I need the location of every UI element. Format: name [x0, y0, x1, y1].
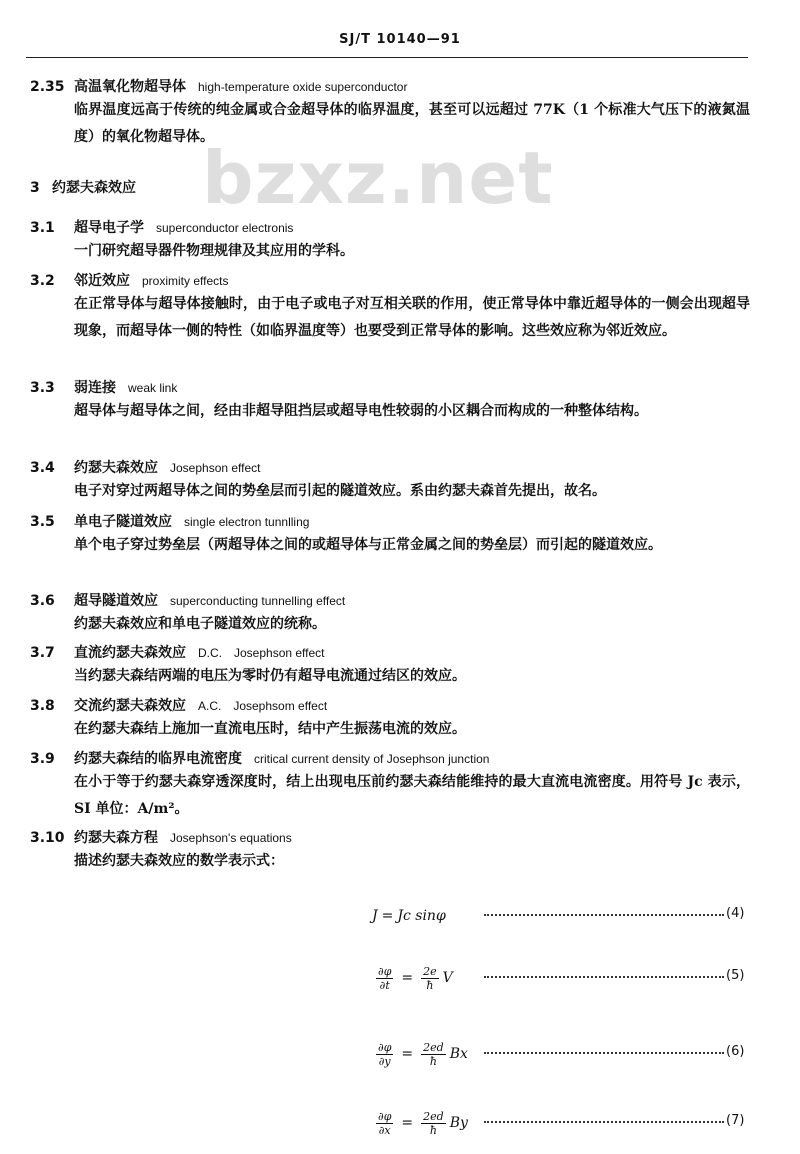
term-zh: 邻近效应: [74, 273, 130, 289]
term-en: Josephson's equations: [170, 831, 292, 845]
term-zh: 交流约瑟夫森效应: [74, 698, 186, 714]
numerator: 2ed: [423, 1040, 444, 1054]
term-en: single electron tunnlling: [184, 515, 310, 529]
term-definition: 在小于等于约瑟夫森穿透深度时，结上出现电压前约瑟夫森结能维持的最大直流电流密度。用符号 Jc 表示，SI 单位：A/m²。: [74, 774, 750, 817]
term-number: 3.5: [30, 514, 55, 530]
equation-number: (7): [726, 1113, 745, 1128]
partial-fraction: [376, 1110, 393, 1137]
leader-dots: [484, 1121, 724, 1123]
partial-fraction: [376, 965, 393, 992]
denominator: ∂x: [378, 1123, 391, 1137]
term-definition: 单个电子穿过势垒层（两超导体之间的或超导体与正常金属之间的势垒层）而引起的隧道效应。: [74, 537, 662, 553]
standard-code-header: SJ/T 10140—91: [339, 32, 461, 47]
term-number: 3.2: [30, 273, 55, 289]
coefficient-fraction: [421, 1110, 446, 1137]
partial-fraction: [376, 1041, 393, 1068]
term-definition: 当约瑟夫森结两端的电压为零时仍有超导电流通过结区的效应。: [74, 668, 466, 684]
numerator: ∂φ: [378, 964, 392, 978]
term-en: D.C. Josephson effect: [198, 646, 325, 660]
term-3-1: [30, 218, 760, 265]
term-definition: 临界温度远高于传统的纯金属或合金超导体的临界温度，甚至可以远超过 77K（1 个标准大气压下的液氮温度）的氧化物超导体。: [74, 102, 750, 145]
equation-number: (5): [726, 968, 745, 983]
term-en: high-temperature oxide superconductor: [198, 80, 408, 94]
term-3-6: [30, 591, 760, 638]
equation-variable: V: [442, 970, 453, 986]
section-heading: [30, 177, 136, 197]
denominator: ħ: [429, 1123, 437, 1137]
equals-sign: =: [381, 908, 394, 924]
term-3-2: [30, 271, 760, 345]
term-en: A.C. Josephsom effect: [198, 699, 328, 713]
numerator: 2ed: [423, 1109, 444, 1123]
equals-sign: =: [401, 1115, 414, 1131]
term-zh: 约瑟夫森结的临界电流密度: [74, 751, 242, 767]
term-number: 3.1: [30, 220, 55, 236]
term-definition: 在约瑟夫森结上施加一直流电压时，结中产生振荡电流的效应。: [74, 721, 466, 737]
term-number: 3.8: [30, 698, 55, 714]
equation-4: [372, 896, 752, 936]
equals-sign: =: [401, 1046, 414, 1062]
term-number: 3.9: [30, 751, 55, 767]
equation-6: [372, 1034, 752, 1074]
section-title: 约瑟夫森效应: [52, 180, 136, 196]
term-en: superconducting tunnelling effect: [170, 594, 346, 608]
leader-dots: [484, 976, 724, 978]
term-number: 3.6: [30, 593, 55, 609]
term-number: 2.35: [30, 79, 65, 95]
equation-5: [372, 958, 752, 998]
term-zh: 约瑟夫森效应: [74, 460, 158, 476]
term-3-9: [30, 749, 760, 823]
numerator: 2e: [423, 964, 437, 978]
term-number: 3.4: [30, 460, 55, 476]
leader-dots: [484, 914, 724, 916]
equation-variable: Bx: [449, 1046, 468, 1062]
watermark: bzxz.net: [202, 136, 554, 220]
equation-rhs: Jc sinφ: [397, 908, 446, 924]
denominator: ∂t: [379, 978, 390, 992]
term-3-7: [30, 643, 760, 690]
term-3-3: [30, 378, 760, 425]
section-number: 3: [30, 180, 40, 196]
equation-number: (4): [726, 906, 745, 921]
term-en: proximity effects: [142, 274, 229, 288]
term-zh: 弱连接: [74, 380, 116, 396]
denominator: ∂y: [378, 1054, 391, 1068]
equation-variable: By: [449, 1115, 468, 1131]
term-en: Josephson effect: [170, 461, 261, 475]
term-zh: 约瑟夫森方程: [74, 830, 158, 846]
term-en: critical current density of Josephson junction: [254, 752, 490, 766]
term-definition: 描述约瑟夫森效应的数学表示式：: [74, 853, 284, 869]
term-2-35: [30, 77, 760, 151]
term-definition: 超导体与超导体之间，经由非超导阻挡层或超导电性较弱的小区耦合而构成的一种整体结构。: [74, 403, 648, 419]
coefficient-fraction: [421, 1041, 446, 1068]
term-number: 3.3: [30, 380, 55, 396]
equals-sign: =: [401, 970, 414, 986]
leader-dots: [484, 1052, 724, 1054]
term-3-10: [30, 828, 760, 875]
equation-lhs: J: [372, 908, 378, 924]
denominator: ħ: [426, 978, 434, 992]
denominator: ħ: [429, 1054, 437, 1068]
coefficient-fraction: [421, 965, 439, 992]
term-definition: 在正常导体与超导体接触时，由于电子或电子对互相关联的作用，使正常导体中靠近超导体的一侧会出现超导现象，而超导体一侧的特性（如临界温度等）也要受到正常导体的影响。这些效应称为邻近效应。: [74, 296, 750, 339]
term-definition: 约瑟夫森效应和单电子隧道效应的统称。: [74, 616, 326, 632]
term-en: superconductor electronis: [156, 221, 294, 235]
term-zh: 高温氧化物超导体: [74, 79, 186, 95]
term-3-4: [30, 458, 760, 505]
term-zh: 超导隧道效应: [74, 593, 158, 609]
term-zh: 单电子隧道效应: [74, 514, 172, 530]
term-definition: 电子对穿过两超导体之间的势垒层而引起的隧道效应。系由约瑟夫森首先提出，故名。: [74, 483, 606, 499]
term-3-5: [30, 512, 760, 559]
equation-7: [372, 1103, 752, 1143]
term-3-8: [30, 696, 760, 743]
header-rule: [26, 57, 748, 58]
term-definition: 一门研究超导器件物理规律及其应用的学科。: [74, 243, 354, 259]
term-en: weak link: [128, 381, 178, 395]
term-number: 3.10: [30, 830, 65, 846]
equation-number: (6): [726, 1044, 745, 1059]
numerator: ∂φ: [378, 1109, 392, 1123]
term-zh: 直流约瑟夫森效应: [74, 645, 186, 661]
term-zh: 超导电子学: [74, 220, 144, 236]
numerator: ∂φ: [378, 1040, 392, 1054]
term-number: 3.7: [30, 645, 55, 661]
